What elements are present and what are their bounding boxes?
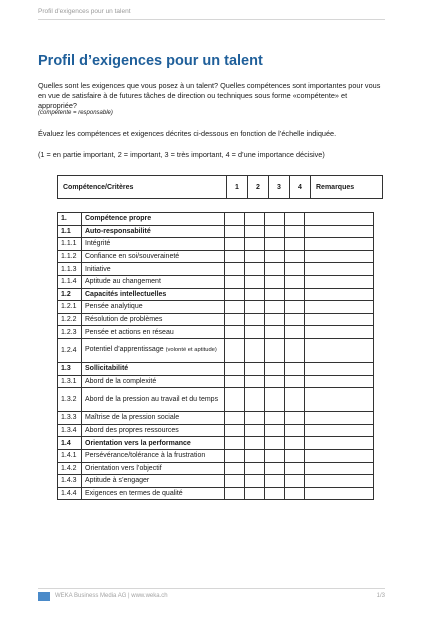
- criteria-label: [82, 487, 225, 500]
- score-4-cell[interactable]: [285, 475, 305, 488]
- remarks-cell[interactable]: [305, 338, 374, 362]
- header-divider: [38, 19, 385, 20]
- criteria-text: Sollicitabilité: [85, 365, 129, 373]
- score-2-cell[interactable]: [245, 326, 265, 339]
- score-3-cell[interactable]: [265, 437, 285, 450]
- criteria-number: 1.2.2: [58, 313, 82, 326]
- score-2-cell[interactable]: [245, 362, 265, 375]
- score-1-cell[interactable]: [225, 263, 245, 276]
- remarks-cell[interactable]: [305, 313, 374, 326]
- criteria-row: [58, 225, 374, 238]
- criteria-number: 1.3.4: [58, 424, 82, 437]
- score-4-cell[interactable]: [285, 301, 305, 314]
- score-3-cell[interactable]: [265, 301, 285, 314]
- criteria-label: [82, 424, 225, 437]
- criteria-text: Aptitude au changement: [85, 278, 161, 286]
- score-2-cell[interactable]: [245, 338, 265, 362]
- criteria-label: [82, 475, 225, 488]
- score-4-cell[interactable]: [285, 263, 305, 276]
- remarks-cell[interactable]: [305, 238, 374, 251]
- score-1-cell[interactable]: [225, 313, 245, 326]
- score-1-cell[interactable]: [225, 475, 245, 488]
- score-4-cell[interactable]: [285, 213, 305, 226]
- score-3-cell[interactable]: [265, 275, 285, 288]
- remarks-cell[interactable]: [305, 288, 374, 301]
- score-4-cell[interactable]: [285, 487, 305, 500]
- criteria-label: [82, 449, 225, 462]
- criteria-text: Potentiel d’apprentissage: [85, 346, 164, 354]
- score-4-cell[interactable]: [285, 424, 305, 437]
- criteria-row: [58, 288, 374, 301]
- criteria-row: [58, 301, 374, 314]
- criteria-row: [58, 388, 374, 412]
- intro-paragraph: Quelles sont les exigences que vous posez à un talent? Quelles compétences sont importantes pour vous en vue de satisfaire à de futures tâches de direction ou techniques sous forme «compétente» et appropriée?: [38, 81, 381, 110]
- remarks-cell[interactable]: [305, 301, 374, 314]
- score-4-cell[interactable]: [285, 225, 305, 238]
- criteria-row: [58, 213, 374, 226]
- header-criteria: Compétence/Critères: [58, 176, 227, 199]
- remarks-cell[interactable]: [305, 487, 374, 500]
- remarks-cell[interactable]: [305, 362, 374, 375]
- criteria-label: [82, 263, 225, 276]
- criteria-label: [82, 375, 225, 388]
- criteria-table: [57, 212, 374, 500]
- criteria-number: 1.1.1: [58, 238, 82, 251]
- score-4-cell[interactable]: [285, 338, 305, 362]
- score-3-cell[interactable]: [265, 388, 285, 412]
- remarks-cell[interactable]: [305, 225, 374, 238]
- criteria-label: [82, 301, 225, 314]
- score-2-cell[interactable]: [245, 238, 265, 251]
- criteria-row: [58, 487, 374, 500]
- score-3-cell[interactable]: [265, 375, 285, 388]
- score-1-cell[interactable]: [225, 213, 245, 226]
- score-1-cell[interactable]: [225, 449, 245, 462]
- score-2-cell[interactable]: [245, 437, 265, 450]
- criteria-label: [82, 326, 225, 339]
- criteria-label: [82, 213, 225, 226]
- score-4-cell[interactable]: [285, 412, 305, 425]
- score-3-cell[interactable]: [265, 462, 285, 475]
- score-3-cell[interactable]: [265, 424, 285, 437]
- criteria-label: [82, 250, 225, 263]
- criteria-text: Abord des propres ressources: [85, 427, 179, 435]
- criteria-text: Exigences en termes de qualité: [85, 489, 183, 497]
- score-1-cell[interactable]: [225, 362, 245, 375]
- score-3-cell[interactable]: [265, 263, 285, 276]
- criteria-number: 1.2.4: [58, 338, 82, 362]
- remarks-cell[interactable]: [305, 213, 374, 226]
- score-2-cell[interactable]: [245, 250, 265, 263]
- criteria-number: 1.4.2: [58, 462, 82, 475]
- score-3-cell[interactable]: [265, 449, 285, 462]
- page-title: Profil d’exigences pour un talent: [38, 53, 263, 69]
- criteria-number: 1.2.1: [58, 301, 82, 314]
- criteria-row: [58, 462, 374, 475]
- header-score-1: 1: [227, 176, 248, 199]
- remarks-cell[interactable]: [305, 475, 374, 488]
- score-2-cell[interactable]: [245, 449, 265, 462]
- score-2-cell[interactable]: [245, 475, 265, 488]
- criteria-subnote: (volonté et aptitude): [165, 347, 217, 354]
- score-3-cell[interactable]: [265, 288, 285, 301]
- criteria-text: Capacités intellectuelles: [85, 290, 167, 298]
- scale-legend: (1 = en partie important, 2 = important, 3 = très important, 4 = d’une importance décisive): [38, 150, 325, 159]
- score-4-cell[interactable]: [285, 437, 305, 450]
- score-3-cell[interactable]: [265, 475, 285, 488]
- criteria-number: 1.3.1: [58, 375, 82, 388]
- criteria-row: [58, 313, 374, 326]
- instruction-text: Évaluez les compétences et exigences décrites ci-dessous en fonction de l’échelle indiquée.: [38, 129, 337, 138]
- criteria-label: [82, 388, 225, 412]
- remarks-cell[interactable]: [305, 275, 374, 288]
- score-1-cell[interactable]: [225, 326, 245, 339]
- score-2-cell[interactable]: [245, 301, 265, 314]
- score-1-cell[interactable]: [225, 375, 245, 388]
- header-score-2: 2: [248, 176, 269, 199]
- criteria-label: [82, 288, 225, 301]
- criteria-row: [58, 338, 374, 362]
- criteria-text: Intégrité: [85, 240, 111, 248]
- criteria-number: 1.3: [58, 362, 82, 375]
- criteria-number: 1.2.3: [58, 326, 82, 339]
- score-3-cell[interactable]: [265, 213, 285, 226]
- remarks-cell[interactable]: [305, 250, 374, 263]
- score-4-cell[interactable]: [285, 362, 305, 375]
- score-2-cell[interactable]: [245, 412, 265, 425]
- score-1-cell[interactable]: [225, 250, 245, 263]
- criteria-label: [82, 313, 225, 326]
- criteria-text: Orientation vers l’objectif: [85, 464, 162, 472]
- criteria-number: 1.4.1: [58, 449, 82, 462]
- criteria-label: [82, 275, 225, 288]
- criteria-row: [58, 424, 374, 437]
- score-2-cell[interactable]: [245, 313, 265, 326]
- remarks-cell[interactable]: [305, 437, 374, 450]
- score-3-cell[interactable]: [265, 362, 285, 375]
- criteria-text: Aptitude à s’engager: [85, 477, 150, 485]
- criteria-label: [82, 462, 225, 475]
- criteria-number: 1.3.2: [58, 388, 82, 412]
- criteria-label: [82, 338, 225, 362]
- score-4-cell[interactable]: [285, 449, 305, 462]
- score-1-cell[interactable]: [225, 338, 245, 362]
- criteria-row: [58, 475, 374, 488]
- score-3-cell[interactable]: [265, 326, 285, 339]
- criteria-row: [58, 275, 374, 288]
- criteria-row: [58, 449, 374, 462]
- score-3-cell[interactable]: [265, 250, 285, 263]
- score-4-cell[interactable]: [285, 313, 305, 326]
- score-4-cell[interactable]: [285, 462, 305, 475]
- criteria-text: Initiative: [85, 265, 111, 273]
- score-4-cell[interactable]: [285, 388, 305, 412]
- criteria-text: Confiance en soi/souveraineté: [85, 253, 180, 261]
- score-2-cell[interactable]: [245, 213, 265, 226]
- criteria-text: Abord de la pression au travail et du temps: [85, 396, 219, 404]
- criteria-row: [58, 263, 374, 276]
- remarks-cell[interactable]: [305, 462, 374, 475]
- score-2-cell[interactable]: [245, 424, 265, 437]
- criteria-row: [58, 412, 374, 425]
- score-1-cell[interactable]: [225, 275, 245, 288]
- score-4-cell[interactable]: [285, 288, 305, 301]
- score-1-cell[interactable]: [225, 424, 245, 437]
- score-2-cell[interactable]: [245, 263, 265, 276]
- criteria-number: 1.3.3: [58, 412, 82, 425]
- remarks-cell[interactable]: [305, 375, 374, 388]
- score-1-cell[interactable]: [225, 238, 245, 251]
- criteria-row: [58, 326, 374, 339]
- criteria-text: Pensée analytique: [85, 303, 143, 311]
- criteria-text: Persévérance/tolérance à la frustration: [85, 452, 206, 460]
- criteria-row: [58, 437, 374, 450]
- criteria-number: 1.1.2: [58, 250, 82, 263]
- score-1-cell[interactable]: [225, 462, 245, 475]
- header-remarks: Remarques: [311, 176, 383, 199]
- criteria-number: 1.4.3: [58, 475, 82, 488]
- remarks-cell[interactable]: [305, 388, 374, 412]
- score-3-cell[interactable]: [265, 338, 285, 362]
- criteria-label: [82, 238, 225, 251]
- criteria-label: [82, 412, 225, 425]
- criteria-row: [58, 238, 374, 251]
- score-3-cell[interactable]: [265, 313, 285, 326]
- score-2-cell[interactable]: [245, 388, 265, 412]
- score-1-cell[interactable]: [225, 288, 245, 301]
- criteria-number: 1.2: [58, 288, 82, 301]
- intro-note: (compétente = responsable): [38, 110, 113, 116]
- score-1-cell[interactable]: [225, 437, 245, 450]
- remarks-cell[interactable]: [305, 326, 374, 339]
- score-2-cell[interactable]: [245, 288, 265, 301]
- score-4-cell[interactable]: [285, 275, 305, 288]
- criteria-label: [82, 225, 225, 238]
- criteria-text: Maîtrise de la pression sociale: [85, 414, 180, 422]
- remarks-cell[interactable]: [305, 412, 374, 425]
- score-1-cell[interactable]: [225, 301, 245, 314]
- criteria-number: 1.1.4: [58, 275, 82, 288]
- criteria-text: Pensée et actions en réseau: [85, 328, 174, 336]
- criteria-row: [58, 375, 374, 388]
- criteria-number: 1.1.3: [58, 263, 82, 276]
- criteria-text: Orientation vers la performance: [85, 439, 191, 447]
- criteria-number: 1.4: [58, 437, 82, 450]
- footer-divider: [38, 588, 385, 589]
- header-score-4: 4: [290, 176, 311, 199]
- criteria-number: 1.1: [58, 225, 82, 238]
- score-2-cell[interactable]: [245, 462, 265, 475]
- page-number: 1/3: [376, 593, 385, 599]
- score-3-cell[interactable]: [265, 487, 285, 500]
- criteria-header-table: [57, 175, 383, 199]
- criteria-text: Abord de la complexité: [85, 377, 157, 385]
- score-4-cell[interactable]: [285, 250, 305, 263]
- criteria-row: [58, 250, 374, 263]
- score-2-cell[interactable]: [245, 275, 265, 288]
- footer-text: WEKA Business Media AG | www.weka.ch: [55, 593, 168, 599]
- criteria-text: Auto-responsabilité: [85, 227, 151, 235]
- criteria-number: 1.: [58, 213, 82, 226]
- criteria-text: Résolution de problèmes: [85, 316, 163, 324]
- criteria-number: 1.4.4: [58, 487, 82, 500]
- remarks-cell[interactable]: [305, 424, 374, 437]
- remarks-cell[interactable]: [305, 263, 374, 276]
- running-header: Profil d’exigences pour un talent: [38, 8, 131, 15]
- score-2-cell[interactable]: [245, 375, 265, 388]
- score-1-cell[interactable]: [225, 388, 245, 412]
- score-2-cell[interactable]: [245, 225, 265, 238]
- score-3-cell[interactable]: [265, 238, 285, 251]
- criteria-row: [58, 362, 374, 375]
- score-1-cell[interactable]: [225, 225, 245, 238]
- criteria-label: [82, 437, 225, 450]
- score-1-cell[interactable]: [225, 487, 245, 500]
- score-2-cell[interactable]: [245, 487, 265, 500]
- score-4-cell[interactable]: [285, 238, 305, 251]
- weka-logo: [38, 592, 50, 601]
- score-4-cell[interactable]: [285, 326, 305, 339]
- remarks-cell[interactable]: [305, 449, 374, 462]
- score-4-cell[interactable]: [285, 375, 305, 388]
- header-score-3: 3: [269, 176, 290, 199]
- criteria-text: Compétence propre: [85, 215, 152, 223]
- score-3-cell[interactable]: [265, 412, 285, 425]
- score-3-cell[interactable]: [265, 225, 285, 238]
- score-1-cell[interactable]: [225, 412, 245, 425]
- criteria-label: [82, 362, 225, 375]
